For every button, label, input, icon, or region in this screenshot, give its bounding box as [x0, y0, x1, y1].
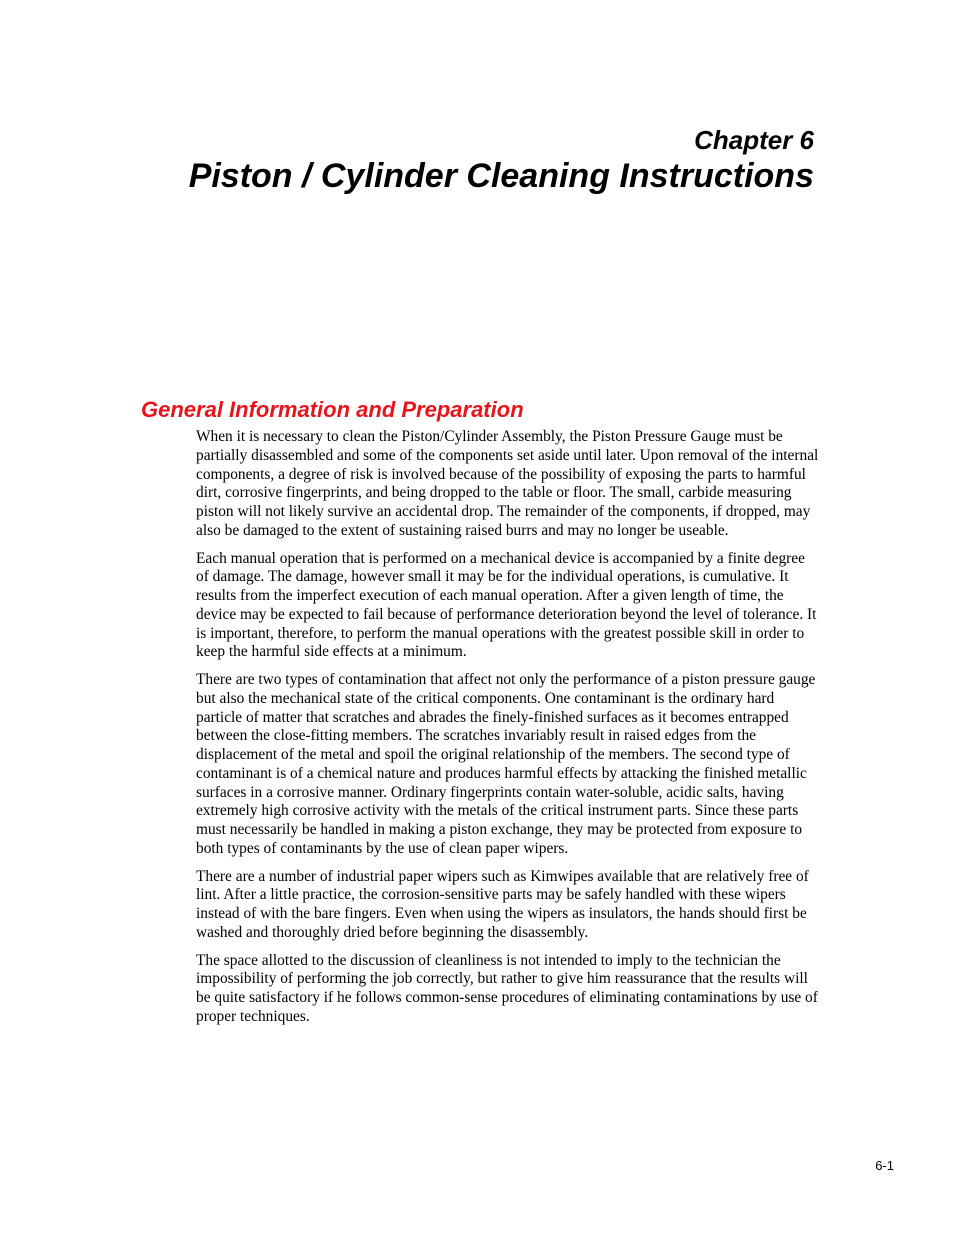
paragraph: There are a number of industrial paper wipers such as Kimwipes available that are relatively free of lint. After a little practice, the corrosion-sensitive parts may be safely handled with these wipers instead of with the bare fingers. Even when using the wipers as insulators, the hands should first be washed and thoroughly dried before beginning the disassembly. — [196, 867, 809, 941]
chapter-label: Chapter 6 — [694, 125, 814, 155]
paragraph: The space allotted to the discussion of cleanliness is not intended to imply to the technician the impossibility of performing the job correctly, but rather to give him reassurance that the results will be quite satisfactory if he follows common-sense procedures of eliminating contaminations by use of proper techniques. — [196, 951, 818, 1025]
chapter-title: Piston / Cylinder Cleaning Instructions — [188, 157, 814, 195]
paragraph: Each manual operation that is performed on a mechanical device is accompanied by a finite degree of damage. The damage, however small it may be for the individual operations, is cumulative. It results from the imperfect execution of each manual operation. After a given length of time, the device may be expected to fail because of performance deterioration beyond the level of tolerance. It is important, therefore, to perform the manual operations with the greatest possible skill in order to keep the harmful side effects at a minimum. — [196, 549, 817, 661]
paragraph: There are two types of contamination that affect not only the performance of a piston pressure gauge but also the mechanical state of the critical components. One contaminant is the ordinary hard particle of matter that scratches and abrades the finely-finished surfaces as it becomes entrapped between the close-fitting members. The scratches invariably result in raised edges from the displacement of the metal and spoil the original relationship of the members. The second type of contaminant is of a chemical nature and produces harmful effects by attacking the finished metallic surfaces in a corrosive manner. Ordinary fingerprints contain water-soluble, acidic salts, having extremely high corrosive activity with the metals of the critical instrument parts. Since these parts must necessarily be handled in making a piston exchange, they may be protected from exposure to both types of contaminants by the use of clean paper wipers. — [196, 671, 816, 857]
page-number: 6-1 — [875, 1158, 894, 1173]
paragraph: When it is necessary to clean the Piston/Cylinder Assembly, the Piston Pressure Gauge must be partially disassembled and some of the components set aside until later. Upon removal of the internal components, a degree of risk is involved because of the possibility of exposing the parts to harmful dirt, corrosive fingerprints, and being dropped to the table or floor. The small, carbide measuring piston will not likely survive an accidental drop. The remainder of the components, if dropped, may also be damaged to the extent of sustaining raised burrs and may no longer be useable. — [196, 428, 819, 539]
section-body — [196, 428, 820, 1036]
section-heading: General Information and Preparation — [141, 397, 524, 422]
chapter-header — [189, 124, 814, 196]
